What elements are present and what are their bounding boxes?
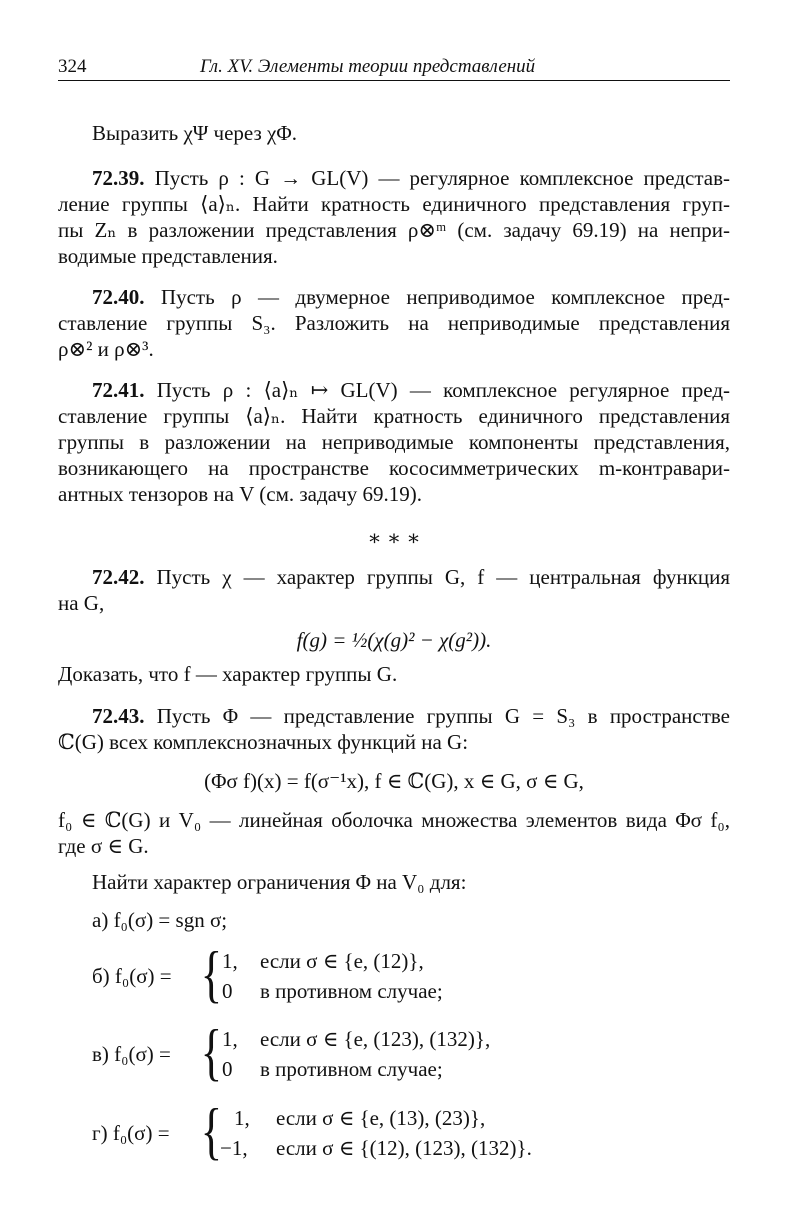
problem-72-39-line	[92, 165, 730, 191]
intro-line: Выразить χΨ через χΦ.	[92, 121, 297, 145]
case-value: 0	[222, 979, 233, 1003]
problem-72-40-line	[92, 284, 730, 310]
text-line: антных тензоров на V (см. задачу 69.19).	[58, 482, 422, 506]
text-line: возникающего на пространстве кососимметрических m-контравари-	[58, 456, 730, 480]
case-condition: если σ ∈ {e, (13), (23)},	[276, 1106, 486, 1130]
problem-72-42-line	[92, 564, 730, 590]
page-number: 324	[58, 56, 87, 77]
case-value: 1,	[222, 1027, 238, 1051]
text-line: ℂ(G) всех комплекснозначных функций на G:	[58, 730, 469, 754]
brace: {	[200, 1016, 223, 1087]
problem-number: 72.40.	[92, 285, 145, 309]
problem-72-43-line	[92, 703, 730, 729]
problem-number: 72.42.	[92, 565, 145, 589]
brace: {	[200, 938, 223, 1009]
text-line: водимые представления.	[58, 244, 278, 268]
item-b-lhs: б) f₀(σ) =	[92, 964, 172, 988]
case-condition: в противном случае;	[260, 979, 443, 1003]
case-condition: если σ ∈ {e, (12)},	[260, 949, 424, 973]
text-line: на G,	[58, 591, 105, 615]
case-condition: в противном случае;	[260, 1057, 443, 1081]
text-line: f₀ ∈ ℂ(G) и V₀ — линейная оболочка множества элементов вида Φσ f₀,	[58, 808, 730, 832]
problem-number: 72.41.	[92, 378, 145, 402]
formula: f(g) = ½(χ(g)² − χ(g²)).	[296, 628, 492, 652]
case-condition: если σ ∈ {(12), (123), (132)}.	[276, 1136, 532, 1160]
formula: (Φσ f)(x) = f(σ⁻¹x), f ∈ ℂ(G), x ∈ G, σ ∈ G,	[204, 769, 584, 793]
problem-number: 72.43.	[92, 704, 145, 728]
text-line: ставление группы ⟨a⟩ₙ. Найти кратность единичного представления	[58, 404, 730, 428]
case-value: −1,	[220, 1136, 248, 1160]
text-line: ρ⊗² и ρ⊗³.	[58, 337, 154, 361]
text-line: ставление группы S₃. Разложить на неприводимые представления	[58, 311, 730, 335]
case-value: 1,	[234, 1106, 250, 1130]
text: Пусть Φ — представление группы G = S₃ в пространстве	[156, 704, 731, 728]
text: Пусть ρ — двумерное неприводимое комплексное пред-	[160, 285, 730, 309]
section-separator: ∗ ∗ ∗	[367, 526, 421, 550]
item-a: а) f₀(σ) = sgn σ;	[92, 908, 228, 932]
problem-number: 72.39.	[92, 166, 145, 190]
problem-72-41-line	[92, 377, 730, 403]
text-line: Доказать, что f — характер группы G.	[58, 662, 398, 686]
text-line: пы Zₙ в разложении представления ρ⊗ᵐ (см. задачу 69.19) на непри-	[58, 218, 730, 242]
text-line: ление группы ⟨a⟩ₙ. Найти кратность единичного представления груп-	[58, 192, 730, 216]
brace: {	[200, 1095, 223, 1166]
item-g-lhs: г) f₀(σ) =	[92, 1121, 170, 1145]
case-value: 0	[222, 1057, 233, 1081]
text-line: группы в разложении на неприводимые компоненты представления,	[58, 430, 730, 454]
item-v-lhs: в) f₀(σ) =	[92, 1042, 171, 1066]
running-title: Гл. XV. Элементы теории представлений	[200, 56, 536, 77]
text: Пусть ρ : G → GL(V) — регулярное комплексное представ-	[154, 166, 731, 190]
case-value: 1,	[222, 949, 238, 973]
text: Пусть χ — характер группы G, f — центральная функция	[156, 565, 730, 589]
text: Пусть ρ : ⟨a⟩ₙ ↦ GL(V) — комплексное регулярное пред-	[156, 378, 730, 402]
task-line: Найти характер ограничения Φ на V₀ для:	[92, 870, 467, 894]
header-rule	[58, 80, 730, 81]
text-line: где σ ∈ G.	[58, 834, 149, 858]
case-condition: если σ ∈ {e, (123), (132)},	[260, 1027, 491, 1051]
